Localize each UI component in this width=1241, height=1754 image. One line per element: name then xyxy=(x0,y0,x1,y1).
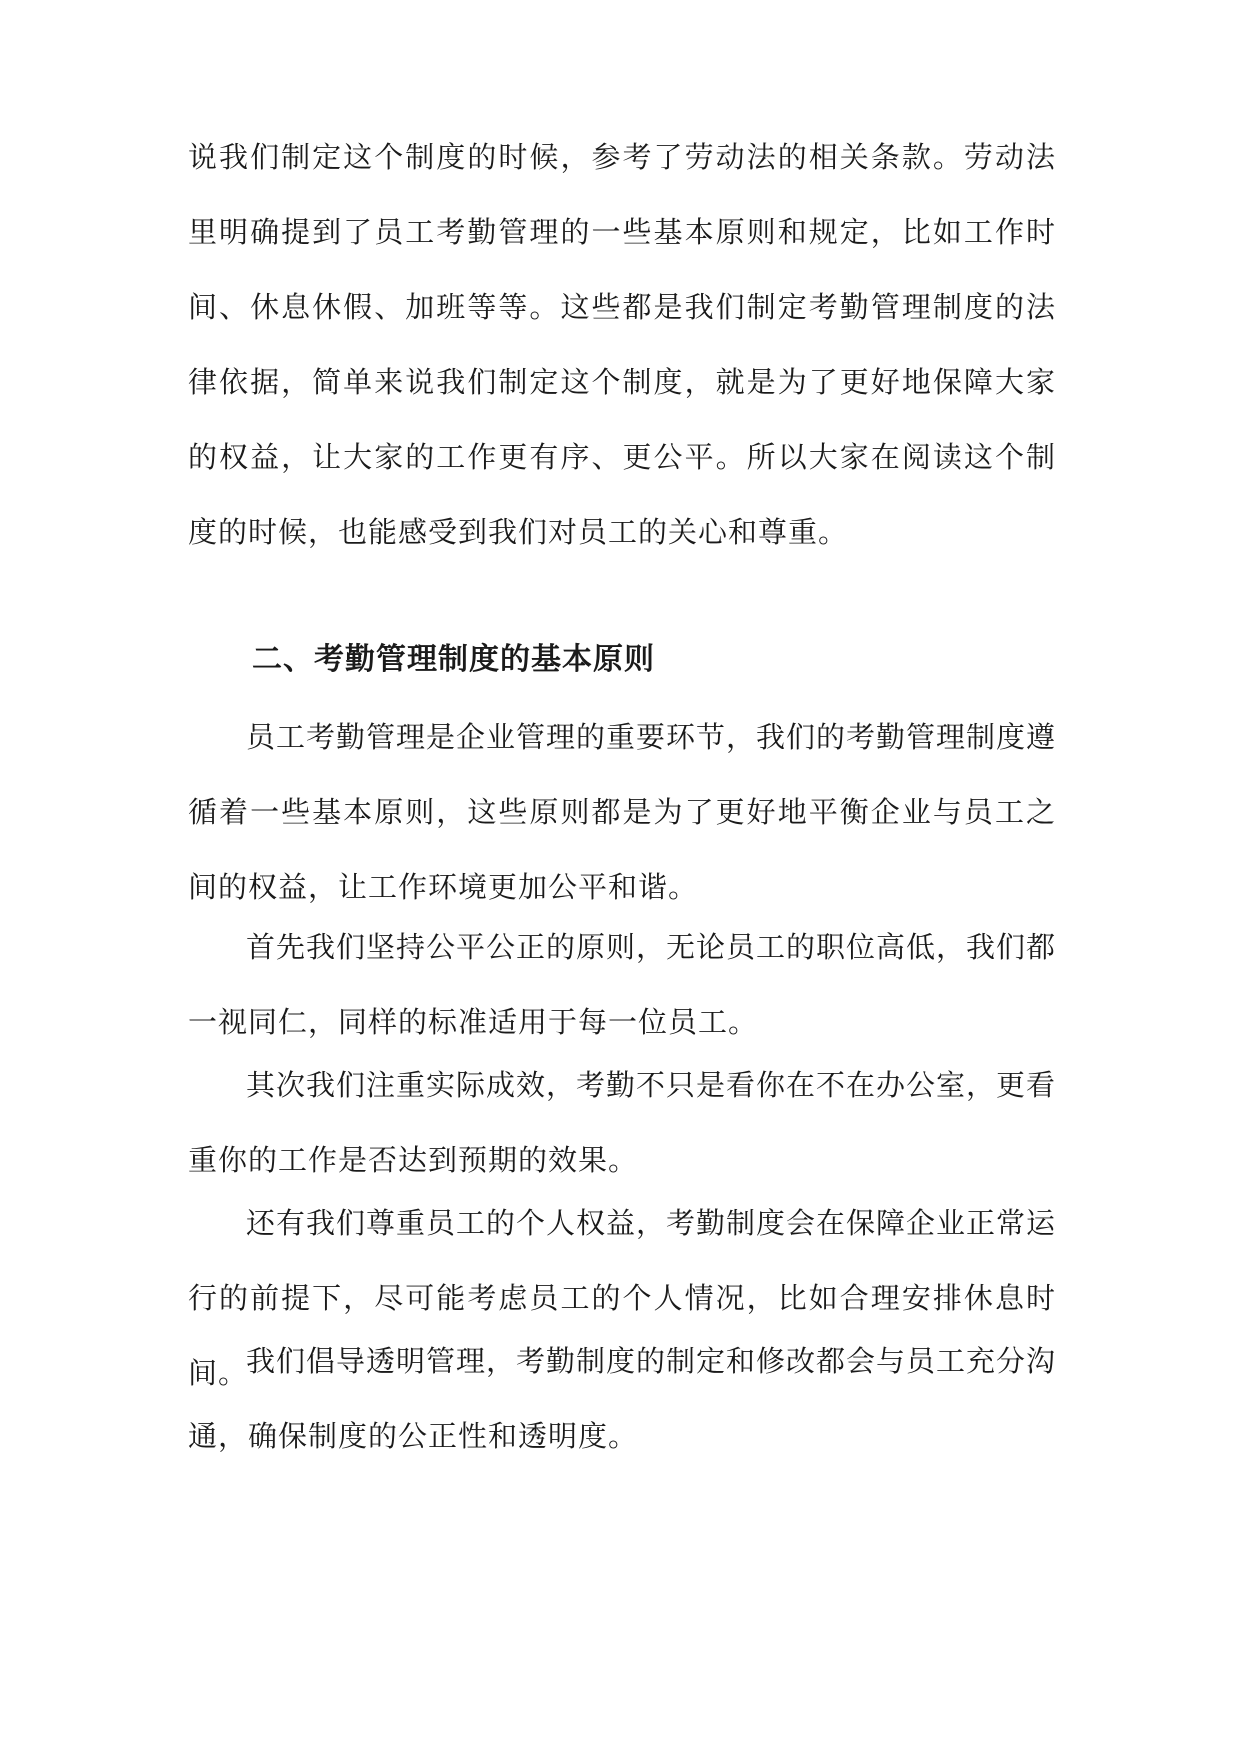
intro-paragraph: 说我们制定这个制度的时候，参考了劳动法的相关条款。劳动法里明确提到了员工考勤管理的一些基本原则和规定，比如工作时间、休息休假、加班等等。这些都是我们制定考勤管理制度的法律依据，简单来说我们制定这个制度，就是为了更好地保障大家的权益，让大家的工作更有序、更公平。所以大家在阅读这个制度的时候，也能感受到我们对员工的关心和尊重。 xyxy=(188,140,1056,549)
employee-rights-paragraph: 还有我们尊重员工的个人权益，考勤制度会在保障企业正常运行的前提下，尽可能考虑员工的个人情况，比如合理安排休息时间。 xyxy=(188,1206,1057,1390)
fairness-paragraph: 首先我们坚持公平公正的原则，无论员工的职位高低，我们都一视同仁，同样的标准适用于每一位员工。 xyxy=(188,930,1057,1039)
section-heading: 二、考勤管理制度的基本原则 xyxy=(252,642,655,677)
principles-intro-paragraph: 员工考勤管理是企业管理的重要环节，我们的考勤管理制度遵循着一些基本原则，这些原则都是为了更好地平衡企业与员工之间的权益，让工作环境更加公平和谐。 xyxy=(188,720,1057,904)
transparency-paragraph: 我们倡导透明管理，考勤制度的制定和修改都会与员工充分沟通，确保制度的公正性和透明度。 xyxy=(188,1344,1057,1453)
effectiveness-paragraph: 其次我们注重实际成效，考勤不只是看你在不在办公室，更看重你的工作是否达到预期的效果。 xyxy=(188,1068,1057,1177)
